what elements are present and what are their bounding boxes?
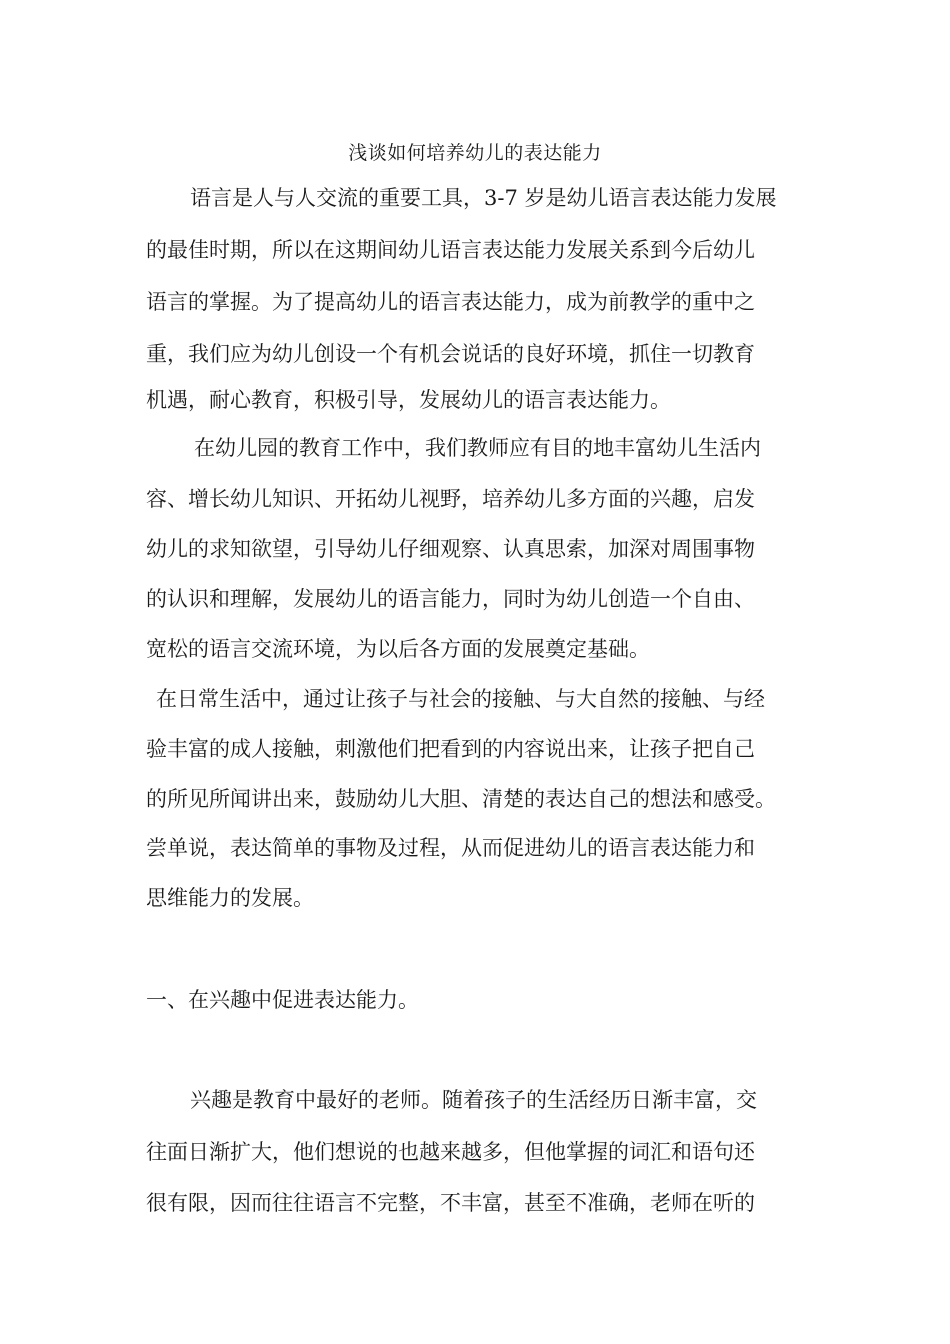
paragraph-line: 语言是人与人交流的重要工具，3-7 岁是幼儿语言表达能力发展	[190, 186, 777, 210]
paragraph-line: 语言的掌握。为了提高幼儿的语言表达能力，成为前教学的重中之	[146, 290, 755, 314]
paragraph-line: 幼儿的求知欲望，引导幼儿仔细观察、认真思索，加深对周围事物	[146, 537, 755, 561]
section-heading: 一、在兴趣中促进表达能力。	[146, 988, 419, 1012]
paragraph-line: 很有限，因而往往语言不完整，不丰富，甚至不准确，老师在听的	[146, 1191, 755, 1215]
paragraph-line: 验丰富的成人接触，刺激他们把看到的内容说出来，让孩子把自己	[146, 737, 755, 761]
paragraph-line: 往面日渐扩大，他们想说的也越来越多，但他掌握的词汇和语句还	[146, 1140, 755, 1164]
paragraph-line: 容、增长幼儿知识、开拓幼儿视野，培养幼儿多方面的兴趣，启发	[146, 487, 755, 511]
paragraph-line: 在幼儿园的教育工作中，我们教师应有目的地丰富幼儿生活内	[194, 436, 761, 460]
paragraph-line: 兴趣是教育中最好的老师。随着孩子的生活经历日渐丰富，交	[190, 1088, 757, 1112]
paragraph-line: 宽松的语言交流环境，为以后各方面的发展奠定基础。	[146, 637, 650, 661]
paragraph-line: 的最佳时期，所以在这期间幼儿语言表达能力发展关系到今后幼儿	[146, 238, 755, 262]
paragraph-line: 的所见所闻讲出来，鼓励幼儿大胆、清楚的表达自己的想法和感受。	[146, 787, 776, 811]
paragraph-line: 的认识和理解，发展幼儿的语言能力，同时为幼儿创造一个自由、	[146, 587, 755, 611]
paragraph-line: 在日常生活中，通过让孩子与社会的接触、与大自然的接触、与经	[156, 687, 765, 711]
paragraph-line: 思维能力的发展。	[146, 886, 314, 910]
paragraph-line: 机遇，耐心教育，积极引导，发展幼儿的语言表达能力。	[146, 388, 671, 412]
paragraph-line: 尝单说，表达简单的事物及过程，从而促进幼儿的语言表达能力和	[146, 836, 755, 860]
document-title: 浅谈如何培养幼儿的表达能力	[348, 142, 602, 164]
paragraph-line: 重，我们应为幼儿创设一个有机会说话的良好环境，抓住一切教育	[146, 342, 755, 366]
